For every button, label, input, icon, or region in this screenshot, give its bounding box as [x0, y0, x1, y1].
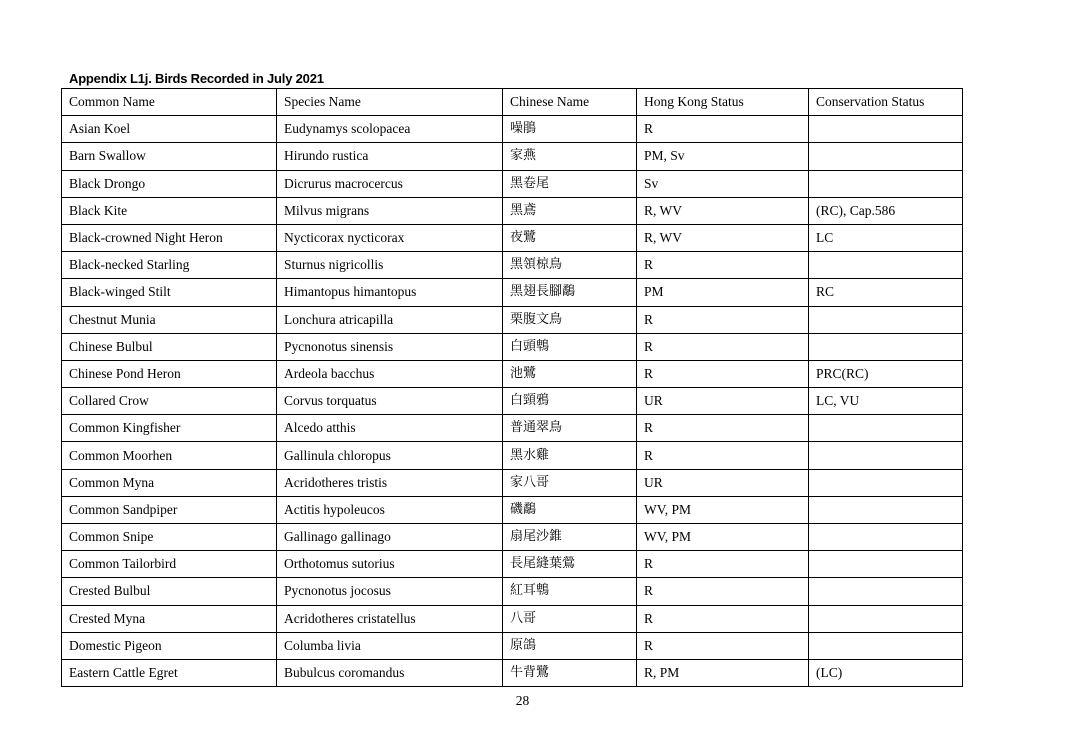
cell-hong-kong-status: R — [637, 442, 809, 469]
cell-chinese-name: 白頸鴉 — [503, 388, 637, 415]
cell-chinese-name: 原鴿 — [503, 632, 637, 659]
cell-hong-kong-status: UR — [637, 469, 809, 496]
cell-hong-kong-status: UR — [637, 388, 809, 415]
cell-hong-kong-status: R — [637, 632, 809, 659]
document-title: Appendix L1j. Birds Recorded in July 2021 — [69, 71, 324, 86]
cell-species-name: Orthotomus sutorius — [277, 551, 503, 578]
table-row — [62, 279, 963, 306]
cell-conservation-status — [809, 333, 963, 360]
cell-conservation-status: (LC) — [809, 659, 963, 686]
cell-chinese-name: 黑水雞 — [503, 442, 637, 469]
cell-chinese-name: 家八哥 — [503, 469, 637, 496]
cell-species-name: Himantopus himantopus — [277, 279, 503, 306]
cell-common-name: Barn Swallow — [62, 143, 277, 170]
cell-hong-kong-status: R — [637, 415, 809, 442]
cell-species-name: Corvus torquatus — [277, 388, 503, 415]
cell-common-name: Common Tailorbird — [62, 551, 277, 578]
cell-species-name: Lonchura atricapilla — [277, 306, 503, 333]
cell-chinese-name: 夜鷺 — [503, 224, 637, 251]
page-number: 28 — [515, 693, 530, 708]
cell-common-name: Domestic Pigeon — [62, 632, 277, 659]
cell-common-name: Crested Bulbul — [62, 578, 277, 605]
cell-hong-kong-status: R — [637, 360, 809, 387]
cell-conservation-status: LC — [809, 224, 963, 251]
header-conservation-status: Conservation Status — [809, 89, 963, 116]
table-row — [62, 605, 963, 632]
cell-common-name: Common Moorhen — [62, 442, 277, 469]
cell-chinese-name: 長尾縫葉鶯 — [503, 551, 637, 578]
cell-common-name: Black-winged Stilt — [62, 279, 277, 306]
cell-conservation-status — [809, 469, 963, 496]
table-row — [62, 551, 963, 578]
header-hong-kong-status: Hong Kong Status — [637, 89, 809, 116]
cell-hong-kong-status: PM, Sv — [637, 143, 809, 170]
cell-conservation-status — [809, 143, 963, 170]
cell-species-name: Eudynamys scolopacea — [277, 116, 503, 143]
cell-conservation-status — [809, 442, 963, 469]
table-row — [62, 578, 963, 605]
cell-conservation-status — [809, 524, 963, 551]
cell-species-name: Gallinula chloropus — [277, 442, 503, 469]
cell-hong-kong-status: R — [637, 333, 809, 360]
cell-hong-kong-status: R — [637, 551, 809, 578]
cell-species-name: Sturnus nigricollis — [277, 252, 503, 279]
cell-species-name: Ardeola bacchus — [277, 360, 503, 387]
table-row — [62, 116, 963, 143]
cell-conservation-status: RC — [809, 279, 963, 306]
cell-common-name: Common Snipe — [62, 524, 277, 551]
cell-conservation-status — [809, 252, 963, 279]
cell-hong-kong-status: WV, PM — [637, 524, 809, 551]
cell-hong-kong-status: R, WV — [637, 197, 809, 224]
cell-chinese-name: 噪鵑 — [503, 116, 637, 143]
table-row — [62, 469, 963, 496]
cell-conservation-status — [809, 632, 963, 659]
cell-chinese-name: 白頭鵯 — [503, 333, 637, 360]
table-row — [62, 143, 963, 170]
cell-conservation-status — [809, 551, 963, 578]
cell-conservation-status — [809, 496, 963, 523]
cell-chinese-name: 池鷺 — [503, 360, 637, 387]
cell-chinese-name: 家燕 — [503, 143, 637, 170]
cell-species-name: Actitis hypoleucos — [277, 496, 503, 523]
cell-conservation-status — [809, 578, 963, 605]
cell-hong-kong-status: R — [637, 578, 809, 605]
cell-conservation-status — [809, 415, 963, 442]
cell-species-name: Pycnonotus jocosus — [277, 578, 503, 605]
cell-chinese-name: 黑翅長腳鷸 — [503, 279, 637, 306]
cell-hong-kong-status: R — [637, 306, 809, 333]
table-row — [62, 170, 963, 197]
header-species-name: Species Name — [277, 89, 503, 116]
table-row — [62, 197, 963, 224]
cell-common-name: Black Drongo — [62, 170, 277, 197]
cell-species-name: Gallinago gallinago — [277, 524, 503, 551]
cell-chinese-name: 牛背鷺 — [503, 659, 637, 686]
cell-conservation-status: LC, VU — [809, 388, 963, 415]
cell-common-name: Chestnut Munia — [62, 306, 277, 333]
table-row — [62, 388, 963, 415]
cell-common-name: Chinese Bulbul — [62, 333, 277, 360]
table-header-row — [62, 89, 963, 116]
cell-common-name: Common Sandpiper — [62, 496, 277, 523]
cell-common-name: Asian Koel — [62, 116, 277, 143]
cell-species-name: Milvus migrans — [277, 197, 503, 224]
cell-chinese-name: 栗腹文鳥 — [503, 306, 637, 333]
cell-common-name: Common Kingfisher — [62, 415, 277, 442]
cell-chinese-name: 普通翠鳥 — [503, 415, 637, 442]
cell-conservation-status — [809, 116, 963, 143]
table-row — [62, 360, 963, 387]
cell-species-name: Dicrurus macrocercus — [277, 170, 503, 197]
table-row — [62, 415, 963, 442]
cell-chinese-name: 扇尾沙錐 — [503, 524, 637, 551]
cell-conservation-status: (RC), Cap.586 — [809, 197, 963, 224]
table-row — [62, 524, 963, 551]
cell-species-name: Hirundo rustica — [277, 143, 503, 170]
cell-chinese-name: 黑鳶 — [503, 197, 637, 224]
table-row — [62, 306, 963, 333]
cell-hong-kong-status: R — [637, 252, 809, 279]
cell-conservation-status — [809, 605, 963, 632]
cell-conservation-status — [809, 306, 963, 333]
table-row — [62, 659, 963, 686]
cell-hong-kong-status: R, WV — [637, 224, 809, 251]
cell-chinese-name: 黑卷尾 — [503, 170, 637, 197]
cell-conservation-status — [809, 170, 963, 197]
cell-common-name: Black-necked Starling — [62, 252, 277, 279]
header-chinese-name: Chinese Name — [503, 89, 637, 116]
cell-species-name: Acridotheres cristatellus — [277, 605, 503, 632]
cell-common-name: Chinese Pond Heron — [62, 360, 277, 387]
table-row — [62, 442, 963, 469]
cell-common-name: Crested Myna — [62, 605, 277, 632]
table-row — [62, 496, 963, 523]
cell-hong-kong-status: R, PM — [637, 659, 809, 686]
cell-conservation-status: PRC(RC) — [809, 360, 963, 387]
cell-hong-kong-status: R — [637, 605, 809, 632]
table-row — [62, 252, 963, 279]
cell-species-name: Alcedo atthis — [277, 415, 503, 442]
table-row — [62, 333, 963, 360]
cell-common-name: Eastern Cattle Egret — [62, 659, 277, 686]
cell-chinese-name: 八哥 — [503, 605, 637, 632]
cell-chinese-name: 紅耳鵯 — [503, 578, 637, 605]
cell-chinese-name: 黑領椋鳥 — [503, 252, 637, 279]
cell-species-name: Pycnonotus sinensis — [277, 333, 503, 360]
cell-hong-kong-status: PM — [637, 279, 809, 306]
table-row — [62, 224, 963, 251]
cell-common-name: Black-crowned Night Heron — [62, 224, 277, 251]
cell-hong-kong-status: R — [637, 116, 809, 143]
cell-species-name: Nycticorax nycticorax — [277, 224, 503, 251]
cell-species-name: Acridotheres tristis — [277, 469, 503, 496]
cell-common-name: Black Kite — [62, 197, 277, 224]
cell-hong-kong-status: Sv — [637, 170, 809, 197]
header-common-name: Common Name — [62, 89, 277, 116]
table-row — [62, 632, 963, 659]
cell-hong-kong-status: WV, PM — [637, 496, 809, 523]
cell-chinese-name: 磯鷸 — [503, 496, 637, 523]
birds-table — [61, 88, 963, 687]
cell-species-name: Columba livia — [277, 632, 503, 659]
cell-species-name: Bubulcus coromandus — [277, 659, 503, 686]
cell-common-name: Collared Crow — [62, 388, 277, 415]
cell-common-name: Common Myna — [62, 469, 277, 496]
